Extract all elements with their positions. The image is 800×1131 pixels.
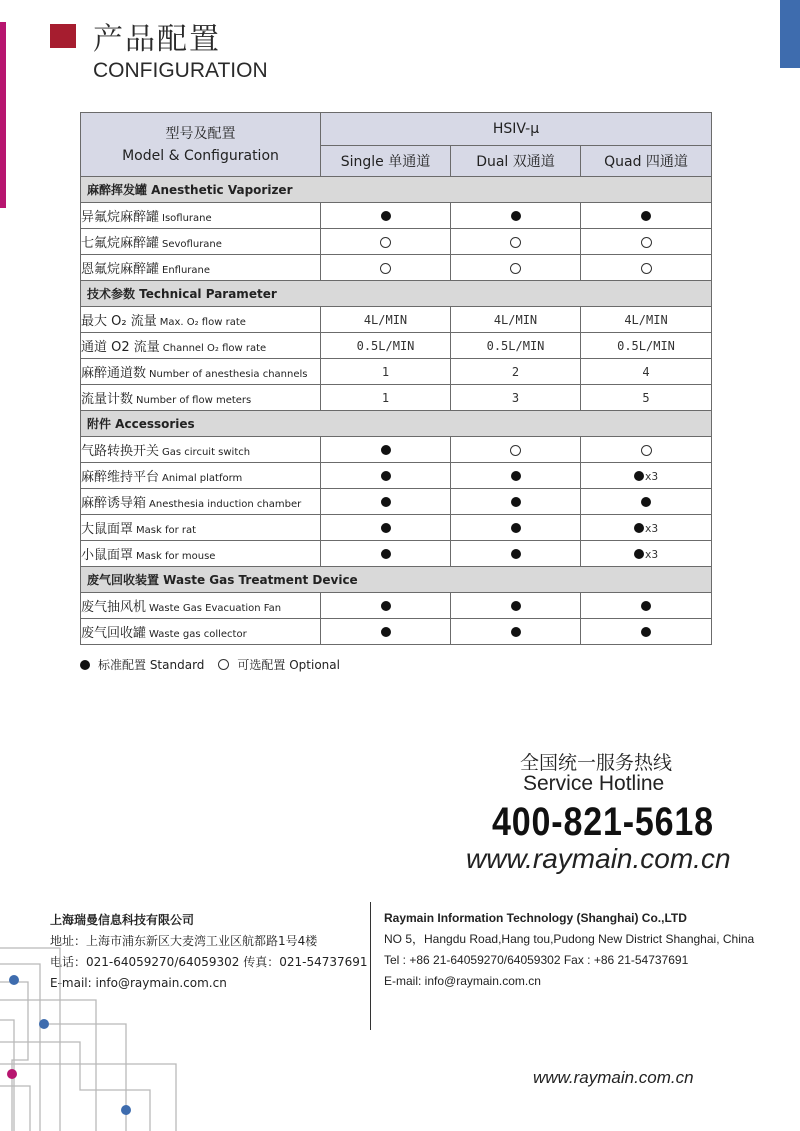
row-label-en: Number of anesthesia channels (149, 369, 308, 380)
standard-dot-icon (381, 445, 391, 455)
cell-value: 4L/MIN (493, 312, 538, 327)
table-row (81, 619, 712, 645)
quantity-label: x3 (644, 469, 659, 483)
standard-dot-icon (381, 211, 391, 221)
standard-dot-icon (511, 497, 521, 507)
optional-circle-icon (510, 445, 521, 456)
cell-value: 4 (642, 364, 650, 379)
row-label (81, 541, 321, 567)
cell-value: 1 (381, 364, 390, 379)
company-name-cn: 上海瑞曼信息科技有限公司 (50, 913, 195, 927)
standard-dot-icon (511, 471, 521, 481)
footer-divider (370, 902, 371, 1030)
cell-single (321, 593, 451, 619)
row-label-cn: 废气回收罐 (81, 626, 147, 641)
row-label (81, 229, 321, 255)
cell-dual (451, 489, 581, 515)
row-label (81, 619, 321, 645)
table-row (81, 489, 712, 515)
row-label-en: Gas circuit switch (162, 447, 251, 458)
cell-single (321, 437, 451, 463)
quantity-label: x3 (644, 521, 659, 535)
row-label (81, 515, 321, 541)
left-accent-bar (0, 22, 6, 208)
right-accent-tab (780, 0, 800, 68)
row-label-cn: 麻醉维持平台 (81, 470, 160, 485)
row-label (81, 203, 321, 229)
cell-dual (451, 307, 581, 333)
row-label-cn: 最大 O₂ 流量 (81, 314, 157, 329)
cell-quad (581, 619, 712, 645)
cell-quad (581, 333, 712, 359)
cell-value: 3 (511, 390, 520, 405)
table-row (81, 333, 712, 359)
cell-dual (451, 203, 581, 229)
column-header-single: Single 单通道 (321, 146, 451, 177)
cell-single (321, 541, 451, 567)
cell-dual (451, 333, 581, 359)
optional-circle-icon (641, 445, 652, 456)
table-row (81, 255, 712, 281)
row-label-cn: 小鼠面罩 (81, 548, 134, 563)
hotline-label-en: Service Hotline (523, 772, 665, 795)
standard-dot-icon (381, 523, 391, 533)
cell-single (321, 203, 451, 229)
company-address-en: NO 5，Hangdu Road,Hang tou,Pudong New District Shanghai, China (384, 932, 755, 946)
cell-quad (581, 385, 712, 411)
legend (80, 656, 340, 673)
standard-dot-icon (381, 627, 391, 637)
configuration-table (80, 112, 712, 645)
cell-quad (581, 463, 712, 489)
cell-single (321, 515, 451, 541)
cell-dual (451, 593, 581, 619)
standard-dot-icon (641, 211, 651, 221)
column-header-quad: Quad 四通道 (581, 146, 712, 177)
cell-quad (581, 541, 712, 567)
table-row (81, 229, 712, 255)
cell-value: 0.5L/MIN (617, 338, 675, 353)
row-label (81, 255, 321, 281)
table-row (81, 385, 712, 411)
section-title: 附件 Accessories (81, 411, 712, 437)
row-label-en: Isoflurane (162, 213, 212, 224)
optional-circle-icon (510, 237, 521, 248)
quantity-label: x3 (644, 547, 659, 561)
page-title-cn: 产品配置 (93, 22, 221, 57)
row-label-en: Number of flow meters (136, 395, 252, 406)
hotline-label-cn: 全国统一服务热线 (520, 752, 673, 774)
cell-value: 4L/MIN (624, 312, 668, 327)
cell-value: 0.5L/MIN (356, 338, 415, 353)
cell-value: 4L/MIN (363, 312, 408, 327)
row-label-cn: 废气抽风机 (81, 600, 147, 615)
row-label-en: Waste Gas Evacuation Fan (149, 603, 282, 614)
standard-dot-icon (641, 601, 651, 611)
company-email-cn: E-mail: info@raymain.com.cn (50, 976, 227, 990)
page-title-en: CONFIGURATION (93, 59, 268, 82)
company-phone-en: Tel : +86 21-64059270/64059302 Fax : +86 21-54737691 (384, 953, 689, 967)
cell-value: 1 (381, 390, 390, 405)
cell-value: 2 (511, 364, 520, 379)
row-label (81, 359, 321, 385)
model-header-en: Model & Configuration (122, 147, 279, 164)
table-row (81, 359, 712, 385)
optional-circle-icon (641, 263, 652, 274)
cell-single (321, 385, 451, 411)
standard-dot-icon (641, 627, 651, 637)
standard-dot-icon (381, 471, 391, 481)
cell-value: 0.5L/MIN (486, 338, 545, 353)
row-label-cn: 异氟烷麻醉罐 (81, 210, 160, 225)
standard-dot-icon (381, 549, 391, 559)
row-label-en: Max. O₂ flow rate (159, 317, 246, 328)
hotline-number: 400-821-5618 (492, 800, 714, 844)
cell-single (321, 229, 451, 255)
cell-single (321, 333, 451, 359)
standard-dot-icon (80, 660, 90, 670)
row-label-cn: 气路转换开关 (81, 444, 160, 459)
standard-dot-icon (511, 601, 521, 611)
cell-quad (581, 489, 712, 515)
cell-dual (451, 437, 581, 463)
row-label-en: Mask for mouse (136, 551, 216, 562)
section-title: 麻醉挥发罐 Anesthetic Vaporizer (81, 177, 712, 203)
standard-dot-icon (641, 497, 651, 507)
cell-single (321, 463, 451, 489)
row-label-cn: 恩氟烷麻醉罐 (81, 262, 160, 277)
row-label-en: Animal platform (162, 473, 243, 484)
column-header-dual: Dual 双通道 (451, 146, 581, 177)
model-header-cn: 型号及配置 (165, 125, 236, 142)
table-row (81, 203, 712, 229)
cell-dual (451, 463, 581, 489)
company-phone-cn: 电话：021-64059270/64059302 传真：021-54737691 (50, 955, 368, 969)
row-label-en: Sevoflurane (162, 239, 222, 250)
section-row (81, 281, 712, 307)
cell-dual (451, 229, 581, 255)
series-header: HSIV-μ (321, 113, 712, 146)
circuit-decoration-icon (0, 940, 200, 1131)
company-email-en: E-mail: info@raymain.com.cn (384, 974, 541, 988)
cell-quad (581, 203, 712, 229)
row-label-cn: 麻醉通道数 (81, 366, 147, 381)
section-row (81, 411, 712, 437)
row-label-en: Channel O₂ flow rate (162, 343, 267, 354)
row-label (81, 333, 321, 359)
section-title: 技术参数 Technical Parameter (81, 281, 712, 307)
model-header (81, 113, 321, 177)
optional-circle-icon (218, 659, 229, 670)
row-label (81, 463, 321, 489)
optional-circle-icon (380, 263, 391, 274)
row-label-en: Mask for rat (136, 525, 197, 536)
row-label-en: Anesthesia induction chamber (149, 499, 302, 510)
legend-optional: 可选配置 Optional (237, 658, 340, 672)
table-row (81, 541, 712, 567)
table-row (81, 437, 712, 463)
cell-single (321, 619, 451, 645)
standard-dot-icon (511, 627, 521, 637)
footer-website: www.raymain.com.cn (533, 1068, 694, 1087)
company-info-en (384, 908, 754, 992)
optional-circle-icon (641, 237, 652, 248)
row-label-cn: 麻醉诱导箱 (81, 496, 147, 511)
standard-dot-icon (634, 523, 644, 533)
section-title: 废气回收装置 Waste Gas Treatment Device (81, 567, 712, 593)
table-row (81, 307, 712, 333)
row-label-cn: 通道 O2 流量 (81, 340, 160, 355)
company-address-cn: 地址：上海市浦东新区大麦湾工业区航都路1号4楼 (50, 934, 318, 948)
row-label (81, 489, 321, 515)
table-row (81, 515, 712, 541)
standard-dot-icon (511, 549, 521, 559)
table-row (81, 593, 712, 619)
cell-dual (451, 255, 581, 281)
cell-dual (451, 619, 581, 645)
row-label-cn: 流量计数 (81, 392, 134, 407)
cell-quad (581, 229, 712, 255)
title-square-icon (50, 24, 76, 48)
standard-dot-icon (511, 211, 521, 221)
row-label-cn: 七氟烷麻醉罐 (81, 236, 160, 251)
cell-value: 5 (642, 390, 650, 405)
company-name-en: Raymain Information Technology (Shanghai) Co.,LTD (384, 911, 687, 925)
cell-quad (581, 307, 712, 333)
row-label (81, 593, 321, 619)
cell-quad (581, 437, 712, 463)
cell-single (321, 359, 451, 385)
table-row (81, 463, 712, 489)
cell-dual (451, 541, 581, 567)
legend-standard: 标准配置 Standard (98, 658, 205, 672)
cell-quad (581, 255, 712, 281)
optional-circle-icon (510, 263, 521, 274)
cell-quad (581, 593, 712, 619)
optional-circle-icon (380, 237, 391, 248)
standard-dot-icon (511, 523, 521, 533)
standard-dot-icon (634, 549, 644, 559)
hotline-website: www.raymain.com.cn (466, 843, 731, 874)
cell-single (321, 307, 451, 333)
row-label-en: Enflurane (162, 265, 211, 276)
standard-dot-icon (634, 471, 644, 481)
section-row (81, 567, 712, 593)
section-row (81, 177, 712, 203)
cell-single (321, 255, 451, 281)
row-label (81, 385, 321, 411)
row-label-cn: 大鼠面罩 (81, 522, 134, 537)
cell-quad (581, 359, 712, 385)
row-label (81, 307, 321, 333)
row-label (81, 437, 321, 463)
cell-dual (451, 515, 581, 541)
standard-dot-icon (381, 601, 391, 611)
cell-quad (581, 515, 712, 541)
cell-dual (451, 385, 581, 411)
standard-dot-icon (381, 497, 391, 507)
cell-dual (451, 359, 581, 385)
row-label-en: Waste gas collector (149, 629, 247, 640)
cell-single (321, 489, 451, 515)
configuration-table-body (81, 177, 712, 645)
